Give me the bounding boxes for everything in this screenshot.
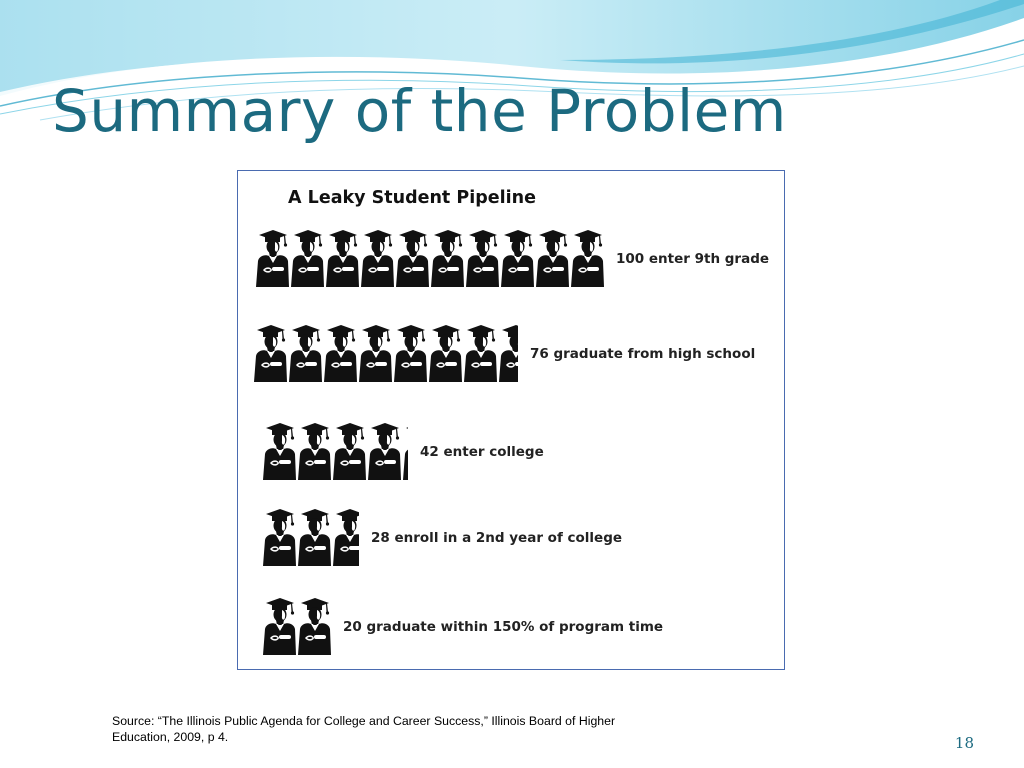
graduate-icon xyxy=(359,325,392,382)
graduate-icon xyxy=(501,230,534,287)
chart-title: A Leaky Student Pipeline xyxy=(288,188,536,208)
graduate-icon xyxy=(254,325,287,382)
graduate-icon xyxy=(263,509,296,566)
graduate-icon xyxy=(291,230,324,287)
pipeline-figure xyxy=(237,170,785,670)
graduate-icon xyxy=(368,423,401,480)
graduate-icon xyxy=(333,423,366,480)
graduate-icon xyxy=(263,598,296,655)
pipeline-chart xyxy=(238,171,784,669)
slide-title: Summary of the Problem xyxy=(52,77,787,145)
graduate-icon xyxy=(298,598,331,655)
pipeline-row-label: 76 graduate from high school xyxy=(530,346,756,362)
graduate-icon xyxy=(361,230,394,287)
graduate-icon xyxy=(394,325,427,382)
pipeline-row-label: 42 enter college xyxy=(420,444,544,460)
graduate-icon xyxy=(298,509,331,566)
graduate-icon xyxy=(431,230,464,287)
graduate-icon xyxy=(464,325,497,382)
graduate-icon xyxy=(536,230,569,287)
graduate-icon xyxy=(499,325,532,382)
graduate-icon xyxy=(289,325,322,382)
source-note: Source: “The Illinois Public Agenda for College and Career Success,” Illinois Board of Higher Education, 2009, p 4. xyxy=(112,714,616,744)
graduate-icon xyxy=(333,509,366,566)
graduate-icon xyxy=(263,423,296,480)
pipeline-row-label: 28 enroll in a 2nd year of college xyxy=(371,530,623,546)
pipeline-row-label: 100 enter 9th grade xyxy=(616,251,770,267)
graduate-icon xyxy=(324,325,357,382)
pipeline-row-label: 20 graduate within 150% of program time xyxy=(343,619,664,635)
graduate-icon xyxy=(256,230,289,287)
graduate-icon xyxy=(466,230,499,287)
graduate-icon xyxy=(396,230,429,287)
graduate-icon xyxy=(298,423,331,480)
graduate-icon xyxy=(326,230,359,287)
graduate-icon xyxy=(571,230,604,287)
page-number: 18 xyxy=(954,734,974,752)
graduate-icon xyxy=(429,325,462,382)
